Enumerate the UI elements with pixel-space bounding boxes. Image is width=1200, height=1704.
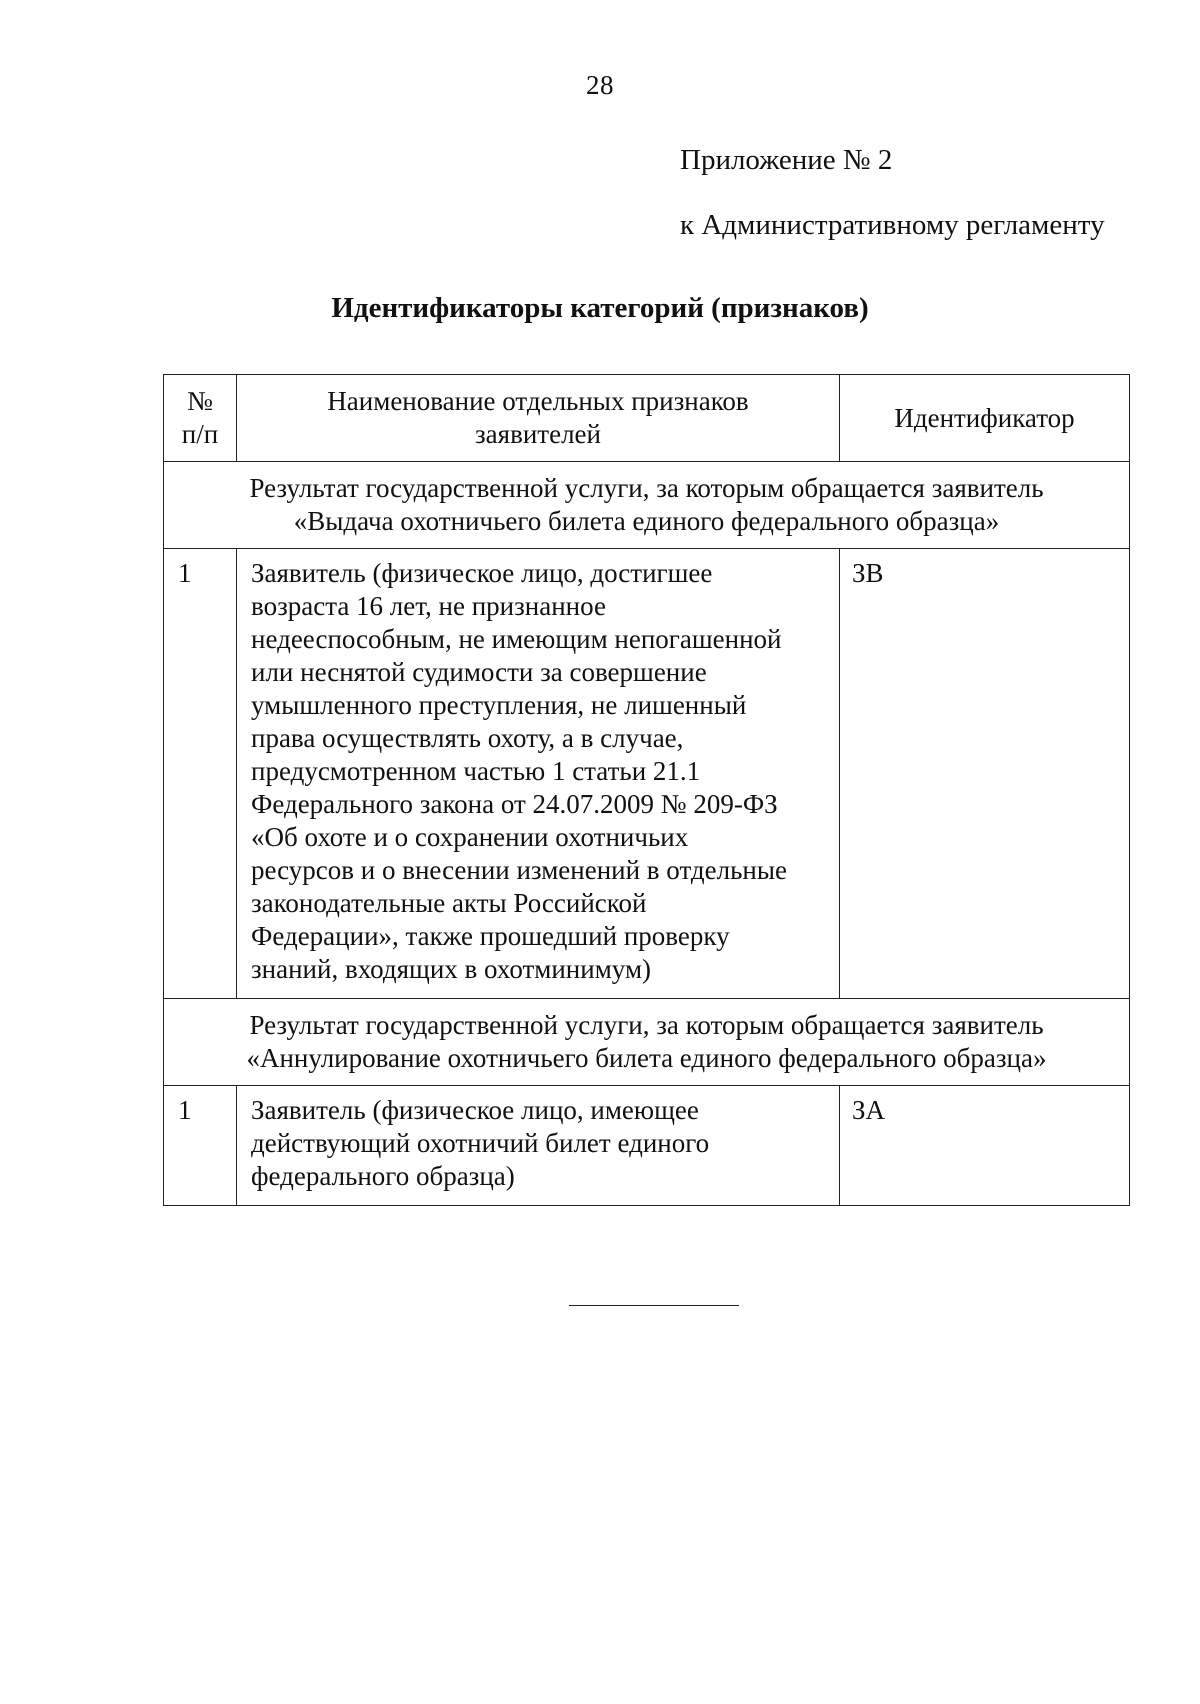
section-title-cell [164,999,1130,1086]
appendix-subtitle: к Административному регламенту [680,209,1105,241]
row-identifier-cell: ЗВ [840,549,1130,999]
description-line: права осуществлять охоту, а в случае, [251,723,684,753]
row-description-cell [237,549,840,999]
section-title-cell [164,462,1130,549]
description-line: ресурсов и о внесении изменений в отдельные [251,855,787,885]
section-title-line-1: Результат государственной услуги, за которым обращается заявитель [249,473,1044,503]
description-line: предусмотренном частью 1 статьи 21.1 [251,756,701,786]
description-line: недееспособным, не имеющим непогашенной [251,624,782,654]
section-row-annulment [164,999,1130,1086]
header-name-line-2: заявителей [475,419,601,449]
description-line: «Об охоте и о сохранении охотничьих [251,822,689,852]
table-header-row [164,375,1130,462]
row-number-cell: 1 [164,1086,237,1206]
section-title-line-2: «Выдача охотничьего билета единого федерального образца» [293,506,1000,536]
section-row-issuance [164,462,1130,549]
description-line: знаний, входящих в охотминимум) [251,954,652,984]
description-line: Федерации», также прошедший проверку [251,921,730,951]
section-title-line-2: «Аннулирование охотничьего билета единого федерального образца» [246,1043,1047,1073]
description-line: законодательные акты Российской [251,888,647,918]
appendix-title: Приложение № 2 [680,144,893,176]
description-line: умышленного преступления, не лишенный [251,690,747,720]
end-of-document-rule [569,1305,739,1306]
section-title-line-1: Результат государственной услуги, за которым обращается заявитель [249,1010,1044,1040]
description-line: Заявитель (физическое лицо, достигшее [251,558,713,588]
header-identifier-cell: Идентификатор [840,375,1130,462]
table-row [164,1086,1130,1206]
description-line: действующий охотничий билет единого [251,1128,710,1158]
description-line: Заявитель (физическое лицо, имеющее [251,1095,699,1125]
row-description-cell [237,1086,840,1206]
header-name-cell [237,375,840,462]
header-number-cell [164,375,237,462]
row-identifier-cell: ЗА [840,1086,1130,1206]
table-row [164,549,1130,999]
description-line: возраста 16 лет, не признанное [251,591,606,621]
page-number: 28 [586,70,614,100]
document-heading: Идентификаторы категорий (признаков) [331,292,869,324]
identifiers-table [163,374,1130,1206]
row-number-cell: 1 [164,549,237,999]
description-line: федерального образца) [251,1161,515,1191]
header-name-line-1: Наименование отдельных признаков [327,386,749,416]
description-line: или неснятой судимости за совершение [251,657,707,687]
header-number-abbrev: п/п [181,419,219,449]
header-number-symbol: № [187,386,213,416]
description-line: Федерального закона от 24.07.2009 № 209-ФЗ [251,789,778,819]
